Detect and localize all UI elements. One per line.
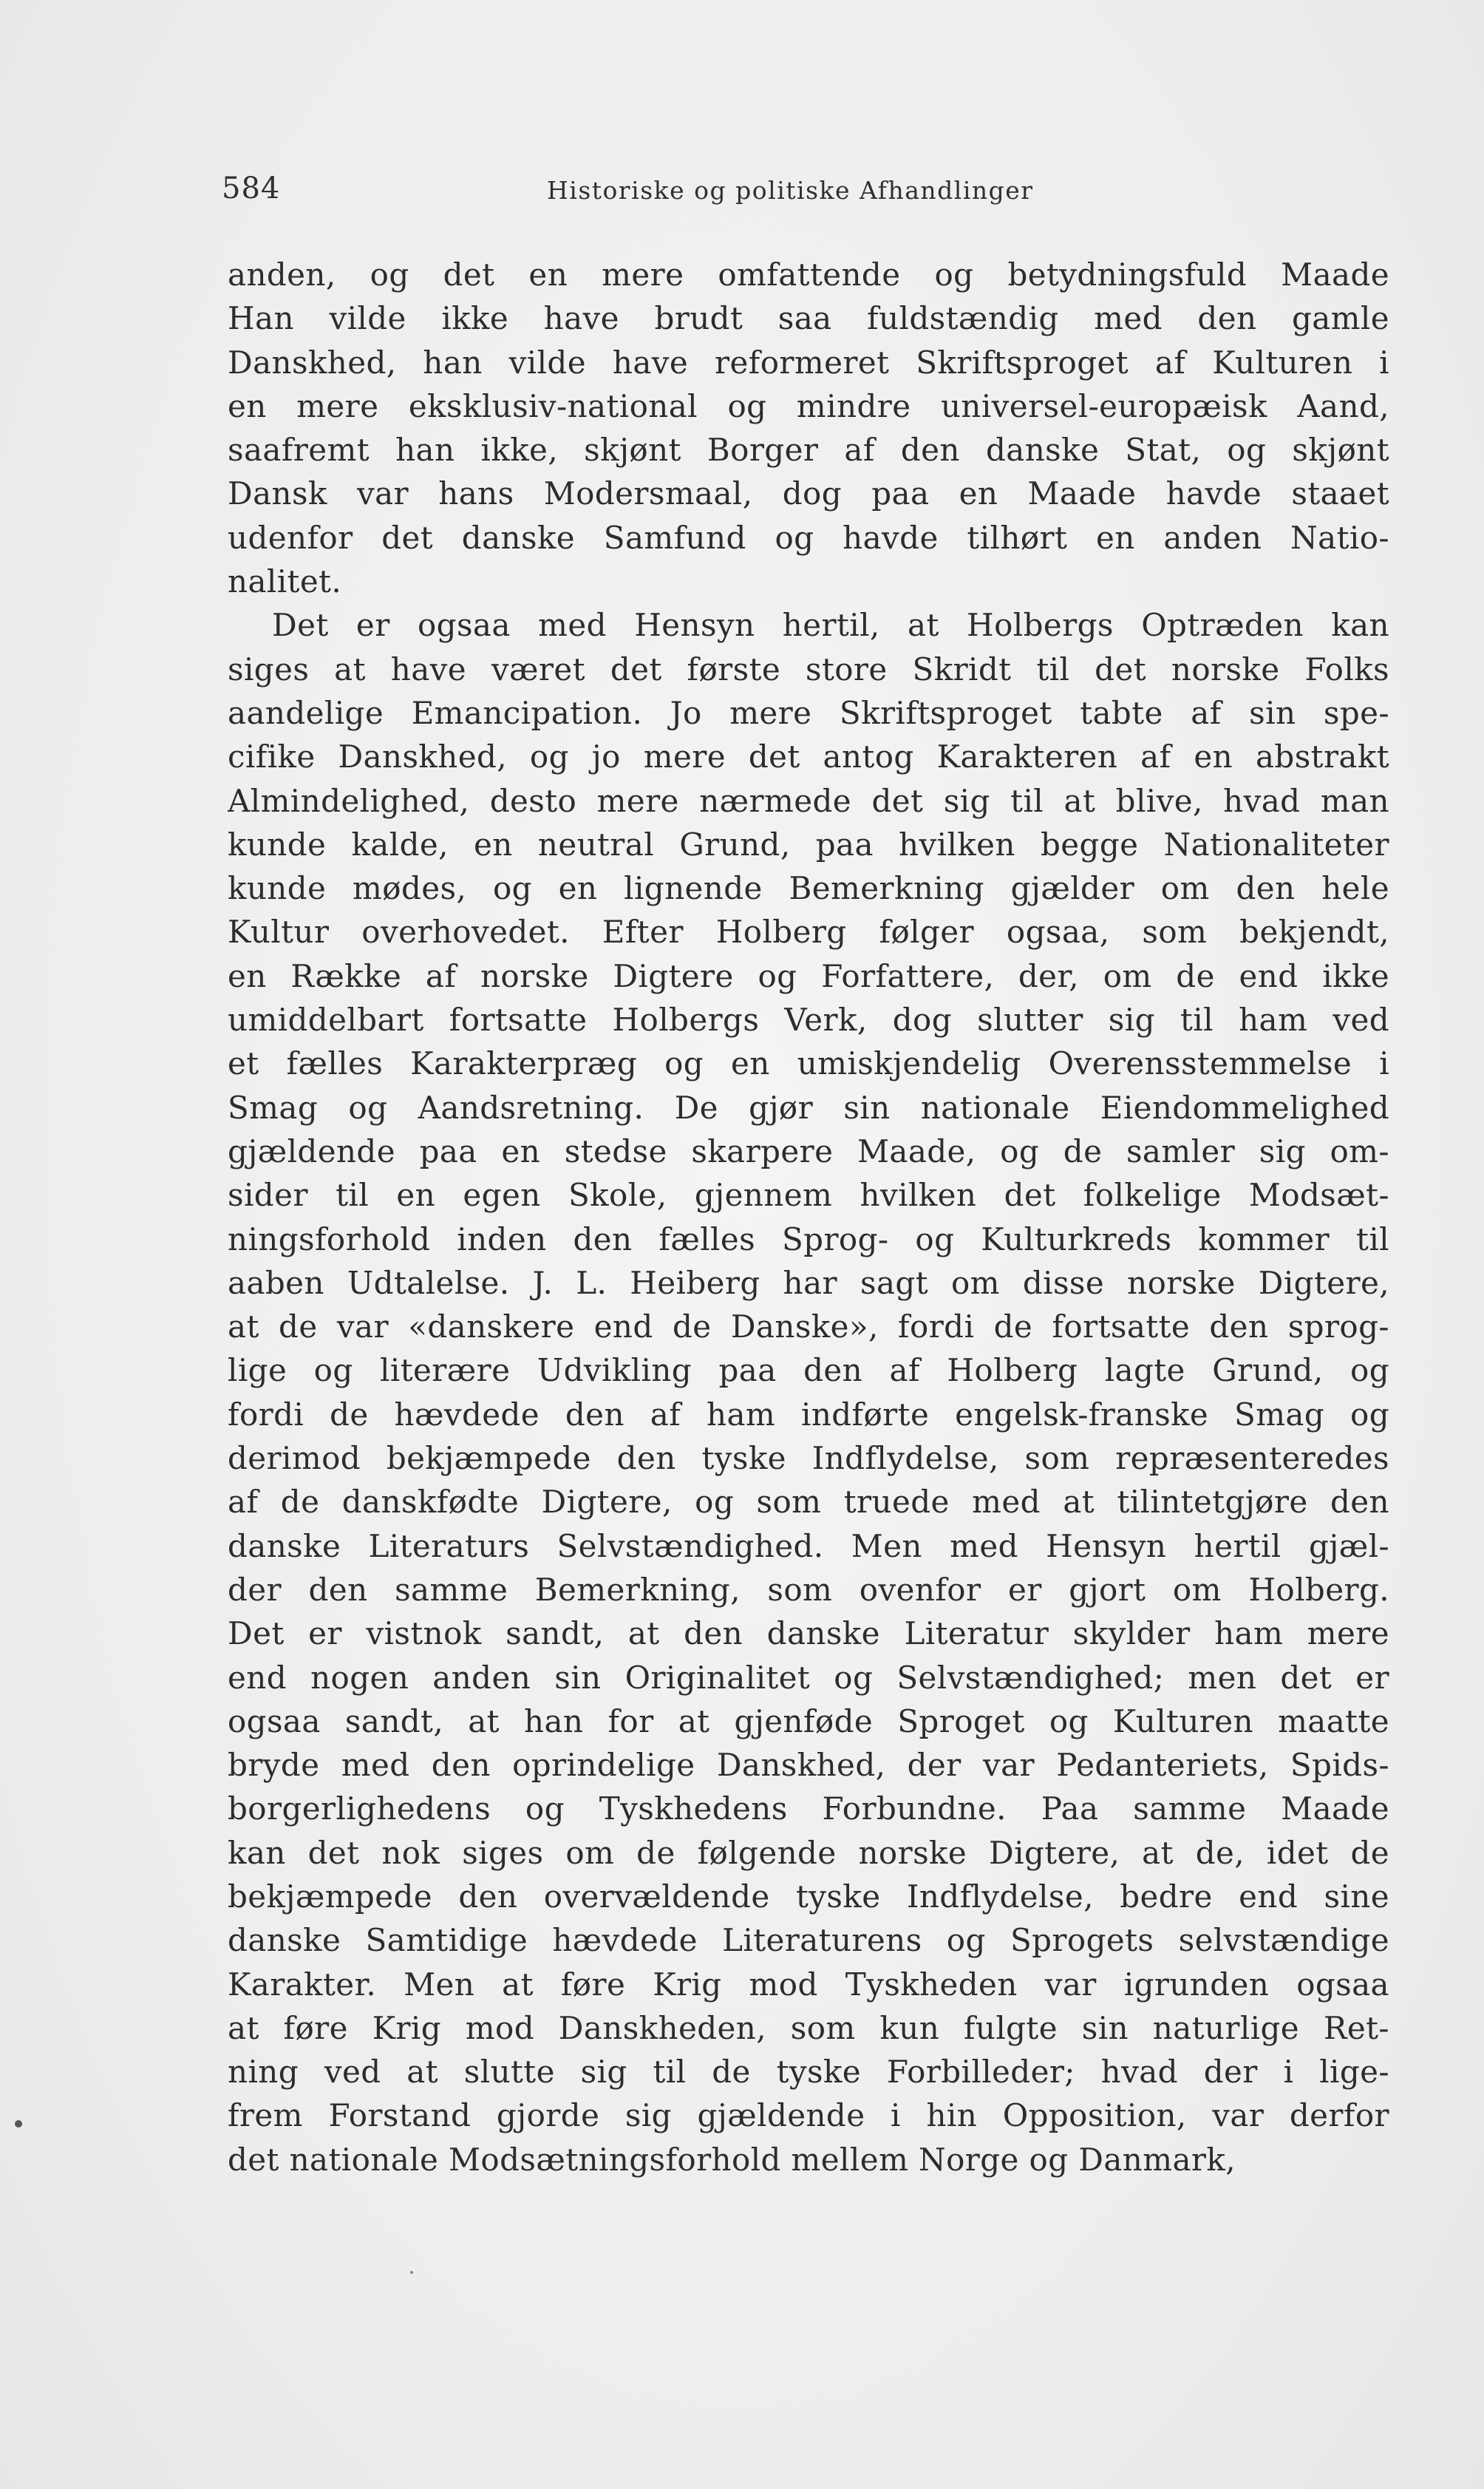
text-line: gjældende paa en stedse skarpere Maade, og de samler sig om- <box>228 1133 1389 1169</box>
text-line: anden, og det en mere omfattende og betydningsfuld Maade <box>228 257 1389 293</box>
text-line: kunde kalde, en neutral Grund, paa hvilken begge Nationaliteter <box>228 826 1389 863</box>
text-line: Karakter. Men at føre Krig mod Tyskheden var igrunden ogsaa <box>228 1966 1389 2003</box>
text-line: kan det nok siges om de følgende norske Digtere, at de, idet de <box>228 1834 1389 1871</box>
text-line: fordi de hævdede den af ham indførte engelsk-franske Smag og <box>228 1396 1389 1433</box>
text-line: en Række af norske Digtere og Forfattere, der, om de end ikke <box>228 957 1389 994</box>
text-line: udenfor det danske Samfund og havde tilhørt en anden Natio- <box>228 519 1389 556</box>
text-line: et fælles Karakterpræg og en umiskjendelig Overensstemmelse i <box>228 1045 1389 1082</box>
page-header <box>222 172 1389 216</box>
page-number: 584 <box>222 172 281 206</box>
text-line: umiddelbart fortsatte Holbergs Verk, dog slutter sig til ham ved <box>228 1002 1389 1039</box>
text-line: Smag og Aandsretning. De gjør sin nationale Eiendommelighed <box>228 1089 1389 1126</box>
text-line: Danskhed, han vilde have reformeret Skriftsproget af Kulturen i <box>228 344 1389 381</box>
text-line: bekjæmpede den overvældende tyske Indflydelse, bedre end sine <box>228 1878 1389 1915</box>
text-line: aandelige Emancipation. Jo mere Skriftsproget tabte af sin spe- <box>228 694 1389 731</box>
text-line: ningsforhold inden den fælles Sprog- og Kulturkreds kommer til <box>228 1220 1389 1257</box>
text-line: lige og literære Udvikling paa den af Holberg lagte Grund, og <box>228 1352 1389 1389</box>
paper-speck <box>15 2120 22 2128</box>
text-line: bryde med den oprindelige Danskhed, der var Pedanteriets, Spids- <box>228 1747 1389 1784</box>
text-line: kunde mødes, og en lignende Bemerkning gjælder om den hele <box>228 870 1389 907</box>
text-line: aaben Udtalelse. J. L. Heiberg har sagt om disse norske Digtere, <box>228 1264 1389 1301</box>
paper-speck <box>410 2271 413 2274</box>
text-line: nalitet. <box>228 563 342 600</box>
text-line: borgerlighedens og Tyskhedens Forbundne. Paa samme Maade <box>228 1790 1389 1827</box>
text-line: Dansk var hans Modersmaal, dog paa en Maade havde staaet <box>228 475 1389 512</box>
text-line: af de danskfødte Digtere, og som truede med at tilintetgjøre den <box>228 1484 1389 1521</box>
text-line: Kultur overhovedet. Efter Holberg følger ogsaa, som bekjendt, <box>228 914 1389 951</box>
body-text <box>228 253 1389 2181</box>
running-title: Historiske og politiske Afhandlinger <box>547 176 1034 205</box>
text-line: Han vilde ikke have brudt saa fuldstændig med den gamle <box>228 300 1389 337</box>
text-line: at de var «danskere end de Danske», fordi de fortsatte den sprog- <box>228 1308 1389 1345</box>
text-line: derimod bekjæmpede den tyske Indflydelse, som repræsenteredes <box>228 1440 1389 1477</box>
text-line: Det er ogsaa med Hensyn hertil, at Holbergs Optræden kan <box>272 607 1389 644</box>
text-line: en mere eksklusiv-national og mindre universel-europæisk Aand, <box>228 387 1389 424</box>
text-line: cifike Danskhed, og jo mere det antog Karakteren af en abstrakt <box>228 738 1389 775</box>
text-line: saafremt han ikke, skjønt Borger af den danske Stat, og skjønt <box>228 432 1389 469</box>
text-line: ning ved at slutte sig til de tyske Forbilleder; hvad der i lige- <box>228 2054 1389 2091</box>
text-line: frem Forstand gjorde sig gjældende i hin Opposition, var derfor <box>228 2097 1389 2134</box>
text-line: Almindelighed, desto mere nærmede det sig til at blive, hvad man <box>228 782 1389 819</box>
text-line: at føre Krig mod Danskheden, som kun fulgte sin naturlige Ret- <box>228 2009 1389 2046</box>
text-line: det nationale Modsætningsforhold mellem Norge og Danmark, <box>228 2141 1236 2178</box>
text-line: der den samme Bemerkning, som ovenfor er gjort om Holberg. <box>228 1571 1389 1608</box>
text-line: ogsaa sandt, at han for at gjenføde Sproget og Kulturen maatte <box>228 1702 1389 1739</box>
text-line: Det er vistnok sandt, at den danske Literatur skylder ham mere <box>228 1615 1389 1652</box>
text-line: sider til en egen Skole, gjennem hvilken det folkelige Modsæt- <box>228 1177 1389 1214</box>
text-line: siges at have været det første store Skridt til det norske Folks <box>228 651 1389 687</box>
text-line: danske Literaturs Selvstændighed. Men med Hensyn hertil gjæl- <box>228 1527 1389 1564</box>
text-line: end nogen anden sin Originalitet og Selvstændighed; men det er <box>228 1659 1389 1696</box>
text-line: danske Samtidige hævdede Literaturens og Sprogets selvstændige <box>228 1922 1389 1959</box>
